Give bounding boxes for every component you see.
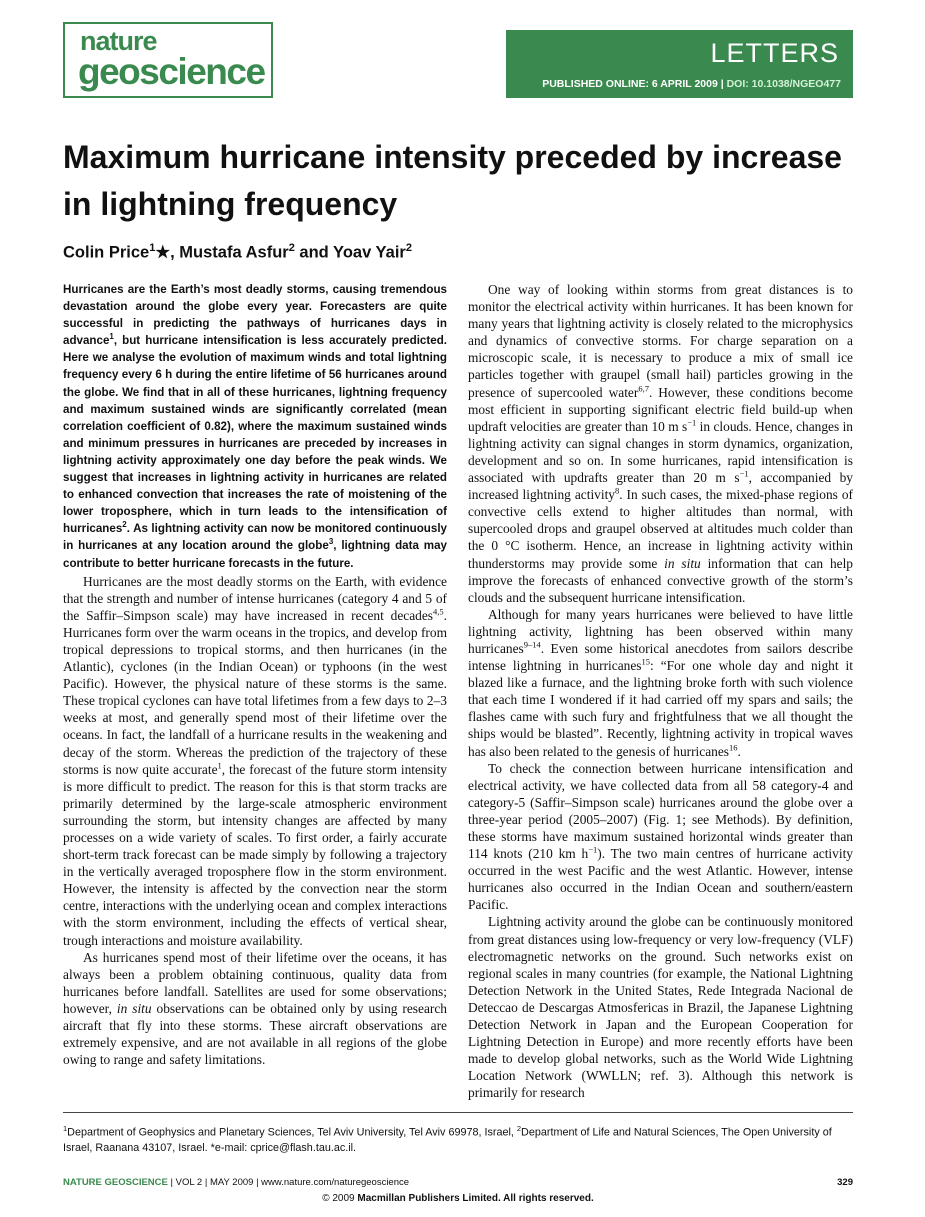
- author-name: Mustafa Asfur: [179, 243, 289, 262]
- paragraph-text: : “For one whole day and night it blazed like a furnace, and the lightning broke forth with such violence that each time I wondered if it had carried off my spars and sails; the flashes came with such fury and frightfulness that we all thought the ships would be blasted”. Recently, lightning activity in tropical waves has also been related to the genesis of hurricanes: [468, 658, 853, 759]
- corresponding-star-icon: ★: [155, 243, 171, 262]
- citation[interactable]: 9–14: [523, 639, 541, 650]
- author-separator: and: [294, 243, 334, 262]
- paragraph-text: One way of looking within storms from great distances is to monitor the electrical activity within hurricanes. It has been known for many years that lightning activity is closely related to the microphysics and dynamics of convective storms. For charge separation on a microscopic scale, it is necessary to produce a mix of small ice particles together with graupel (small hail) particles growing in the presence of supercooled water: [468, 282, 853, 400]
- body-paragraph: [468, 913, 853, 1101]
- affiliation-number: 1: [63, 1124, 68, 1133]
- affiliation-number: 2: [516, 1124, 522, 1133]
- italic-term: in situ: [664, 555, 701, 571]
- paragraph-text: . In such cases, the mixed-phase regions of convective cells extend to higher altitudes than normal, with supercooled drops and graupel observed at altitudes much colder than the 0 °C isotherm. Hence, an increase in lightning activity within thunderstorms may provide some: [468, 487, 853, 571]
- paragraph-text: To check the connection between hurricane intensification and electrical activity, we have collected data from all 58 category-4 and category-5 (Saffir–Simpson scale) hurricanes around the globe over a three-year period (2005–2007) (Fig. 1; see Methods). By definition, these storms have maximum sustained horizontal winds greater than 114 knots (210 km h: [468, 760, 853, 862]
- paragraph-text: Hurricanes are the most deadly storms on the Earth, with evidence that the strength and number of intense hurricanes (category 4 and 5 of the Saffir–Simpson scale) may have increased in recent decades: [63, 573, 447, 623]
- paragraph-text: . Hurricanes form over the warm oceans in the tropics, and develop from tropical depressions to tropical storms, and then hurricanes (in the Atlantic), cyclones (in the Indian Ocean) or typhoons (in the west Pacific). However, the physical nature of these storms is the same. These tropical cyclones can have total lifetimes from a few days to 2–3 weeks at most, and generally spend most of their lifetime over the oceans. In fact, the landfall of a hurricane results in the weakening and decay of the storm. Whereas the prediction of the trajectory of these storms is now quite accurate: [63, 607, 447, 777]
- body-paragraph: [63, 949, 447, 1069]
- paragraph-text: . Even some historical anecdotes from sailors describe intense lightning in hurricanes: [468, 640, 853, 674]
- footer-details: | VOL 2 | MAY 2009 | www.nature.com/naturegeoscience: [167, 1177, 410, 1188]
- publication-info: [542, 77, 841, 91]
- paragraph-text: ). The two main centres of hurricane activity occurred in the west Pacific and the west Atlantic. However, intense hurricanes also occurred in the Indian Ocean and southern/eastern Pacific.: [468, 846, 853, 913]
- affiliation-text: Department of Geophysics and Planetary Sciences, Tel Aviv University, Tel Aviv 69978, Israel,: [67, 1126, 517, 1139]
- author-separator: ,: [170, 243, 180, 262]
- body-paragraph: [468, 606, 853, 760]
- abstract-text: , lightning data may contribute to better hurricane forecasts in the future.: [63, 539, 447, 570]
- citation[interactable]: 6,7: [638, 383, 649, 394]
- citation[interactable]: 16: [729, 742, 738, 753]
- journal-logo: [63, 22, 273, 98]
- copyright-publisher: Macmillan Publishers Limited. All rights reserved.: [357, 1193, 594, 1204]
- citation[interactable]: 1: [217, 760, 222, 771]
- logo-geoscience-text: geoscience: [78, 51, 265, 92]
- copyright-notice: [63, 1192, 853, 1206]
- abstract-text: , but hurricane intensification is less accurately predicted. Here we analyse the evolution of maximum winds and total lightning frequency every 6 h during the entire lifetime of 56 hurricanes around the globe. We find that in all of these hurricanes, lightning frequency and maximum sustained winds are significantly correlated (mean correlation coefficient of 0.82), where the maximum sustained winds and minimum pressures in hurricanes are preceded by increases in lightning activity approximately one day before the peak winds. We suggest that increases in lightning activity in hurricanes are related to enhanced convection that increases the rate of moistening of the lower troposphere, which in turn leads to the intensification of hurricanes: [63, 334, 447, 536]
- page-number: 329: [837, 1177, 853, 1188]
- paragraph-text: in clouds. Hence, changes in lightning activity can signal changes in storm dynamics, organization, development and so on. In some hurricanes, rapid intensification is associated with updrafts greater than 20 m s: [468, 418, 853, 486]
- abstract-text: Hurricanes are the Earth’s most deadly storms, causing tremendous devastation around the globe every year. Forecasters are quite successful in predicting the pathways of hurricanes days in advance: [63, 283, 447, 348]
- citation[interactable]: 3: [328, 537, 334, 547]
- citation[interactable]: 8: [615, 485, 620, 496]
- italic-term: in situ: [116, 1000, 152, 1016]
- author-name: Colin Price: [63, 243, 150, 262]
- affiliation-text: Department of Life and Natural Sciences, The Open University of Israel, Raanana 43107, Israel. *e-mail: cprice@flash.tau.ac.il.: [63, 1126, 832, 1155]
- right-column: [468, 281, 853, 1102]
- paragraph-text: Lightning activity around the globe can be continuously monitored from great distances using low-frequency or very low-frequency (VLF) electromagnetic networks on the ground. Such networks exist on regional scales in many countries (for example, the National Lightning Detection Network in the United States, Rede Integrada Nacional de Deteccao de Descargas Atmosfericas in Brazil, the Japanese Lightning Detection Network in Japan and the European Cooperation for Lightning Detection in Europe) and more recently efforts have been made to develop global networks, such as the World Wide Lightning Location Network (WWLLN; ref. 3). Although this network is primarily for research: [468, 914, 853, 1101]
- abstract: [63, 281, 447, 572]
- page-footer: [63, 1176, 853, 1190]
- copyright-prefix: © 2009: [322, 1193, 358, 1204]
- author-name: Yoav Yair: [333, 243, 406, 262]
- section-label: LETTERS: [710, 38, 839, 68]
- affiliations: [63, 1121, 853, 1157]
- logo-nature-text: nature: [80, 26, 157, 56]
- footnote-divider: [63, 1112, 853, 1113]
- author-list: [63, 237, 412, 264]
- affiliation-ref: 2: [405, 242, 412, 254]
- paragraph-text: . However, these conditions become most efficient in supporting significant electric field build-up when updraft velocities are greater than 10 m s: [468, 384, 853, 434]
- abstract-text: . As lightning activity can now be monitored continuously in hurricanes at any location around the globe: [63, 522, 447, 553]
- citation[interactable]: 15: [641, 656, 650, 667]
- paragraph-text: .: [737, 743, 741, 759]
- body-paragraph: [63, 573, 447, 949]
- unit-exponent: −1: [739, 468, 749, 479]
- citation[interactable]: 2: [122, 520, 127, 530]
- paragraph-text: , the forecast of the future storm intensity is more difficult to predict. The reason for this is that storm tracks are primarily determined by the large-scale atmospheric environment surrounding the storm, but intensity changes are affected by many processes on a wide variety of scales. To first order, a fairly accurate short-term track forecast can be made simply by following a trajectory in the vertically averaged troposphere flow in the storm environment. However, the intensity is affected by the convection near the storm centre, interactions with the underlying ocean and complex interactions with the storm environment, including the effects of vertical shear, trough interactions and moisture availability.: [63, 761, 447, 948]
- doi-link[interactable]: DOI: 10.1038/NGEO477: [726, 78, 841, 90]
- section-banner: [506, 30, 853, 98]
- affiliation-ref: 2: [288, 242, 295, 254]
- paragraph-text: Although for many years hurricanes were believed to have little lightning activity, lightning has been observed within many hurricanes: [468, 606, 853, 656]
- affiliation-ref: 1: [149, 242, 156, 254]
- article-title: Maximum hurricane intensity preceded by increase in lightning frequency: [63, 139, 842, 222]
- unit-exponent: −1: [687, 417, 697, 428]
- citation[interactable]: 1: [109, 332, 114, 342]
- body-paragraph: [468, 760, 853, 914]
- footer-journal-name: NATURE GEOSCIENCE: [63, 1177, 168, 1188]
- unit-exponent: −1: [588, 844, 598, 855]
- left-column: [63, 281, 447, 1068]
- paragraph-text: , accompanied by increased lightning activity: [468, 470, 853, 503]
- paragraph-text: information that can help improve the forecasts of enhanced convective growth of the storm’s clouds and the subsequent hurricane intensification.: [468, 555, 853, 605]
- paragraph-text: observations can be obtained only by using research aircraft that fly into these storms. These aircraft observations are extremely expensive, and are not available in all regions of the globe owing to range and safety limitations.: [63, 1000, 448, 1068]
- citation[interactable]: 4,5: [433, 606, 444, 617]
- paragraph-text: As hurricanes spend most of their lifetime over the oceans, it has always been a problem obtaining continuous, quality data from hurricanes before landfall. Satellites are used for some observations; however,: [63, 949, 447, 1016]
- published-date: PUBLISHED ONLINE: 6 APRIL 2009 |: [542, 78, 727, 90]
- body-paragraph: [468, 281, 853, 606]
